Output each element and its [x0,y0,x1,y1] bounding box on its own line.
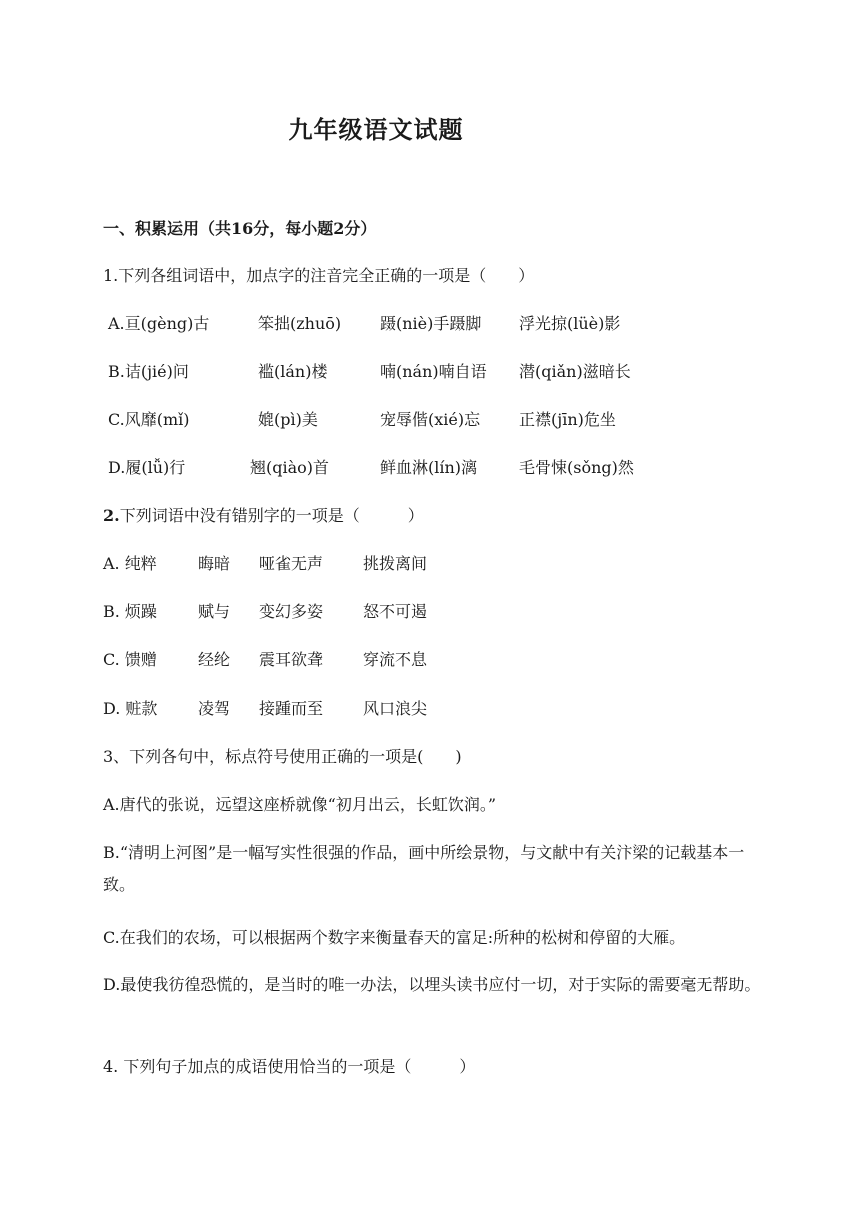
option-term: 鲜血淋(lín)漓 [380,458,478,477]
question-1-stem: 1.下列各组词语中，加点字的注音完全正确的一项是（ ） [103,266,535,285]
option-term: 正襟(jīn)危坐 [519,410,616,429]
option-term: A. 纯粹 [103,554,157,573]
option-term: 褴(lán)楼 [258,362,328,381]
option-term: 宠辱偕(xié)忘 [380,410,481,429]
option-term: 毛骨悚(sǒng)然 [519,458,634,477]
option-term: 震耳欲聋 [259,650,324,669]
question-3-option-a: A.唐代的张说，远望这座桥就像“初月出云，长虹饮润。” [103,795,497,814]
question-4-stem: 4. 下列句子加点的成语使用恰当的一项是（ ） [103,1057,476,1076]
option-term: A.亘(gèng)古 [108,314,210,333]
option-term: B. 烦躁 [103,602,157,621]
option-term: 凌驾 [198,699,231,718]
option-term: C. 馈赠 [103,650,157,669]
option-term: 挑拨离间 [363,554,428,573]
option-term: B.诘(jié)问 [108,362,189,381]
question-3-option-d: D.最使我彷徨恐慌的，是当时的唯一办法，以埋头读书应付一切，对于实际的需要毫无帮助。 [103,975,761,994]
question-2-number: 2. [103,506,120,525]
page-title: 九年级语文试题 [288,115,464,144]
option-term: 怒不可遏 [363,602,428,621]
option-term: 赋与 [198,602,231,621]
question-3-stem: 3、下列各句中，标点符号使用正确的一项是( ) [103,747,462,766]
option-term: 媲(pì)美 [258,410,318,429]
option-term: C.风靡(mǐ) [108,410,190,429]
option-term: D.履(lǚ)行 [108,458,186,477]
option-term: 晦暗 [198,554,231,573]
option-term: 穿流不息 [363,650,428,669]
option-term: D. 赃款 [103,699,158,718]
option-term: 哑雀无声 [259,554,324,573]
option-term: 翘(qiào)首 [250,458,330,477]
option-term: 接踵而至 [259,699,324,718]
option-term: 风口浪尖 [363,699,428,718]
question-2-text: 下列词语中没有错别字的一项是（ ） [119,506,424,525]
option-term: 潜(qiǎn)滋暗长 [519,362,631,381]
option-term: 蹑(niè)手蹑脚 [380,314,482,333]
option-term: 笨拙(zhuō) [258,314,342,333]
question-2-stem [103,505,424,527]
question-3-option-b: B.“清明上河图”是一幅写实性很强的作品，画中所绘景物，与文献中有关汴梁的记载基本一致。 [103,843,745,894]
option-term: 变幻多姿 [259,602,324,621]
option-term: 经纶 [198,650,231,669]
section-heading: 一、积累运用（共16分，每小题2分） [103,219,377,238]
question-3-option-c: C.在我们的农场，可以根据两个数字来衡量春天的富足:所种的松树和停留的大雁。 [103,928,686,947]
option-term: 喃(nán)喃自语 [380,362,487,381]
option-term: 浮光掠(lüè)影 [519,314,621,333]
